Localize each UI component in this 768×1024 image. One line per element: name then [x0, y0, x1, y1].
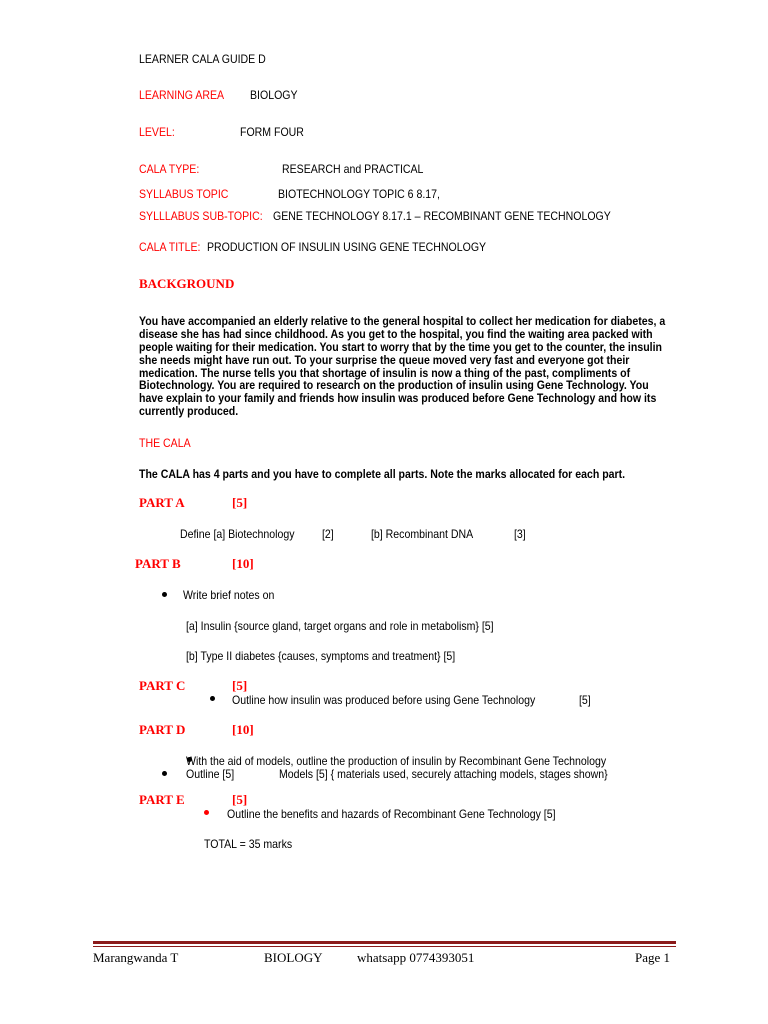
- background-paragraph: [139, 315, 672, 418]
- part-c-bullet-marks: [5]: [579, 693, 591, 707]
- syllabus-topic-value: BIOTECHNOLOGY TOPIC 6 8.17,: [278, 187, 440, 201]
- page-number: Page 1: [635, 950, 671, 965]
- part-a-label: PART A: [139, 495, 185, 510]
- level-value: FORM FOUR: [240, 125, 304, 139]
- part-a-question-2-marks: [3]: [514, 527, 526, 541]
- part-b-item-b: [b] Type II diabetes {causes, symptoms and treatment} [5]: [186, 649, 456, 663]
- part-a-marks: [5]: [232, 495, 248, 510]
- footer-rule-thin: [93, 946, 676, 947]
- learning-area-label: LEARNING AREA: [139, 88, 225, 102]
- cala-title-value: PRODUCTION OF INSULIN USING GENE TECHNOLOGY: [207, 240, 487, 254]
- part-c-bullet: Outline how insulin was produced before using Gene Technology: [232, 693, 536, 707]
- part-a-question-1-marks: [2]: [322, 527, 334, 541]
- footer-rule: [93, 941, 676, 944]
- background-line: have explain to your family and friends how insulin was produced before Gene Technology and how its: [139, 391, 657, 406]
- bullet-icon: [204, 810, 209, 815]
- footer-contact: whatsapp 0774393051: [357, 950, 475, 965]
- background-heading: BACKGROUND: [139, 276, 235, 291]
- footer-author: Marangwanda T: [93, 950, 179, 965]
- part-d-marks: [10]: [232, 722, 254, 737]
- background-line: she needs might have run out. To your surprise the queue moved very fast and everyone got their: [139, 352, 630, 367]
- part-d-bullet-2-outline: Outline [5]: [186, 767, 235, 781]
- part-b-marks: [10]: [232, 556, 254, 571]
- part-e-marks: [5]: [232, 792, 248, 807]
- part-c-label: PART C: [139, 678, 186, 693]
- document-title: LEARNER CALA GUIDE D: [139, 52, 266, 66]
- background-line: people waiting for their medication. You start to worry that by the time you get to the counter, the insulin: [139, 339, 662, 354]
- cala-title-label: CALA TITLE:: [139, 240, 201, 254]
- bullet-icon: [162, 771, 167, 776]
- part-a-question-2: [b] Recombinant DNA: [371, 527, 474, 541]
- background-line: disease she has had since childhood. As you get to the hospital, you find the waiting area packed with: [139, 326, 653, 341]
- level-label: LEVEL:: [139, 125, 175, 139]
- sub-topic-value: GENE TECHNOLOGY 8.17.1 – RECOMBINANT GENE TECHNOLOGY: [273, 209, 611, 223]
- part-d-bullet-1: With the aid of models, outline the production of insulin by Recombinant Gene Technology: [186, 754, 607, 768]
- part-d-label: PART D: [139, 722, 186, 737]
- part-b-label: PART B: [135, 556, 181, 571]
- part-b-item-a: [a] Insulin {source gland, target organs and role in metabolism} [5]: [186, 619, 494, 633]
- cala-intro: The CALA has 4 parts and you have to complete all parts. Note the marks allocated for each part.: [139, 467, 626, 481]
- part-e-label: PART E: [139, 792, 185, 807]
- learning-area-value: BIOLOGY: [250, 88, 298, 102]
- background-line: medication. The nurse tells you that shortage of insulin is now a thing of the past, compliments of: [139, 365, 631, 380]
- bullet-icon: [162, 592, 167, 597]
- bullet-icon: [210, 696, 215, 701]
- part-d-bullet-2-models: Models [5] { materials used, securely attaching models, stages shown}: [279, 767, 608, 781]
- cala-type-value: RESEARCH and PRACTICAL: [282, 162, 424, 176]
- background-line: currently produced.: [139, 404, 239, 419]
- part-c-marks: [5]: [232, 678, 248, 693]
- background-line: You have accompanied an elderly relative to the general hospital to collect her medication for diabetes, a: [139, 314, 666, 328]
- total-marks: TOTAL = 35 marks: [204, 837, 293, 851]
- background-line: Biotechnology. You are required to research on the production of insulin using Gene Technology. You: [139, 378, 649, 393]
- cala-heading: THE CALA: [139, 436, 191, 450]
- sub-topic-label: SYLLLABUS SUB-TOPIC:: [139, 209, 263, 223]
- syllabus-topic-label: SYLLABUS TOPIC: [139, 187, 229, 201]
- part-b-bullet: Write brief notes on: [183, 588, 275, 602]
- part-a-question-1: Define [a] Biotechnology: [180, 527, 295, 541]
- footer-subject: BIOLOGY: [264, 950, 323, 965]
- cala-type-label: CALA TYPE:: [139, 162, 200, 176]
- part-e-bullet: Outline the benefits and hazards of Recombinant Gene Technology [5]: [227, 807, 556, 821]
